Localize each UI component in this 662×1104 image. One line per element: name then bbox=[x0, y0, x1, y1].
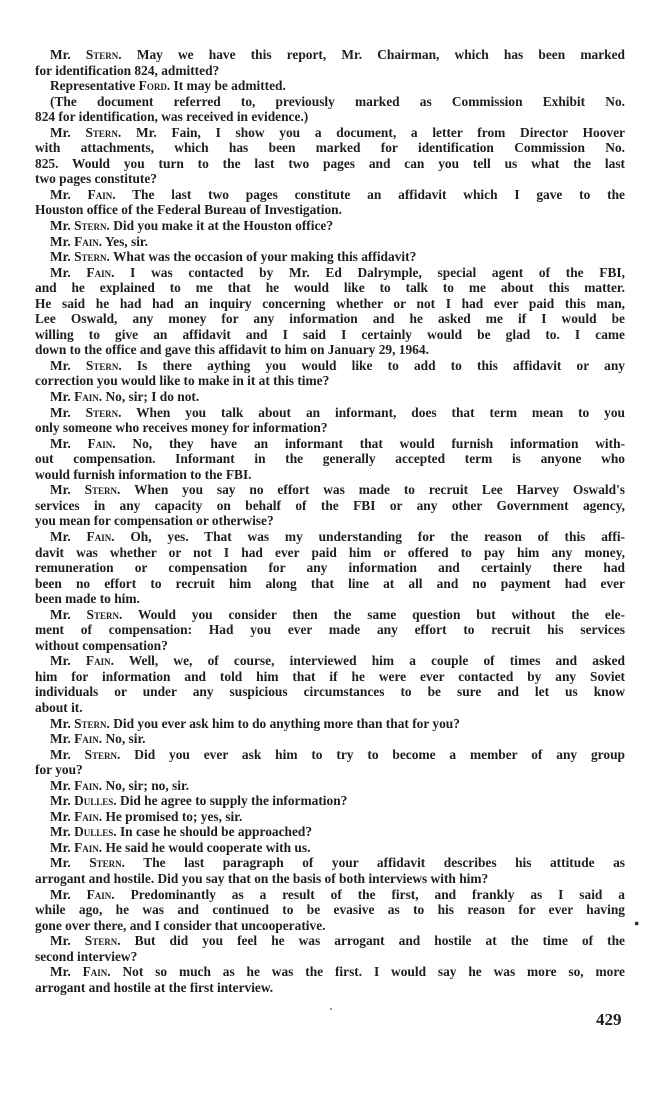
paragraph bbox=[35, 358, 625, 389]
speaker-name: Stern. bbox=[84, 746, 121, 762]
text-line bbox=[35, 607, 625, 623]
paragraph bbox=[35, 529, 625, 607]
paragraph bbox=[35, 855, 625, 886]
speaker-title: Mr. bbox=[50, 249, 71, 265]
paragraph bbox=[35, 747, 625, 778]
line-text: No, sir; no, sir. bbox=[105, 777, 190, 793]
text-line bbox=[35, 451, 625, 467]
line-text: Not so much as he was the first. I would say he was more so, more bbox=[122, 964, 625, 980]
text-line bbox=[35, 265, 625, 281]
line-text: arrogant and hostile. Did you say that on the basis of both interviews with him? bbox=[35, 870, 489, 886]
line-text: services in any capacity on behalf of the FBI or any other Government agency, bbox=[35, 497, 625, 513]
text-line bbox=[35, 700, 625, 716]
speaker-title: Mr. bbox=[50, 47, 71, 62]
text-line bbox=[35, 482, 625, 498]
speaker-name: Fain. bbox=[87, 186, 116, 202]
speaker-title: Mr. bbox=[50, 746, 71, 762]
speaker-name: Fain. bbox=[86, 886, 115, 902]
line-text: Houston office of the Federal Bureau of Investigation. bbox=[35, 202, 342, 218]
text-line bbox=[35, 296, 625, 312]
speaker-title: Mr. bbox=[50, 482, 71, 498]
text-line bbox=[35, 405, 625, 421]
paragraph bbox=[35, 265, 625, 358]
text-line bbox=[35, 887, 625, 903]
text-line bbox=[35, 63, 625, 79]
text-line bbox=[35, 653, 625, 669]
speaker-title: Mr. bbox=[50, 357, 71, 373]
speaker-name: Fain. bbox=[87, 435, 116, 451]
speaker-title: Mr. bbox=[50, 653, 71, 669]
text-line bbox=[35, 140, 625, 156]
paragraph bbox=[35, 405, 625, 436]
speaker-title: Mr. bbox=[50, 124, 71, 140]
speaker-title: Mr. bbox=[50, 731, 71, 747]
line-text: arrogant and hostile at the first interview. bbox=[35, 979, 274, 995]
line-text: Lee Oswald, any money for any information and he asked me if I would be bbox=[35, 311, 625, 327]
line-text: davit was whether or not I had ever paid him or offered to pay him any money, bbox=[35, 544, 625, 560]
paragraph bbox=[35, 482, 625, 529]
text-line bbox=[35, 855, 625, 871]
speaker-name: Stern. bbox=[85, 404, 122, 420]
text-line bbox=[35, 125, 625, 141]
speaker-name: Stern. bbox=[84, 933, 121, 949]
line-text: Predominantly as a result of the first, and frankly as I said a bbox=[130, 886, 625, 902]
speaker-name: Stern. bbox=[85, 124, 122, 140]
line-text: down to the office and gave this affidavit to him on January 29, 1964. bbox=[35, 342, 429, 358]
speaker-name: Fain. bbox=[74, 808, 103, 824]
text-line bbox=[35, 840, 625, 856]
line-text: willing to give an affidavit and I said I certainly would be glad to. I came bbox=[35, 326, 625, 342]
text-line bbox=[35, 156, 625, 172]
text-line bbox=[35, 591, 625, 607]
line-text: would furnish information to the FBI. bbox=[35, 466, 252, 482]
speaker-name: Stern. bbox=[85, 47, 122, 62]
paragraph bbox=[35, 125, 625, 187]
line-text: out compensation. Informant in the generally accepted term is anyone who bbox=[35, 451, 625, 467]
line-text: 825. Would you turn to the last two pages and can you tell us what the last bbox=[35, 155, 625, 171]
text-line bbox=[35, 762, 625, 778]
line-text: No, sir; I do not. bbox=[105, 389, 200, 405]
speaker-name: Stern. bbox=[85, 357, 122, 373]
speaker-title: Mr. bbox=[50, 218, 71, 234]
paragraph bbox=[35, 716, 625, 732]
line-text: It may be admitted. bbox=[173, 78, 286, 94]
paragraph bbox=[35, 809, 625, 825]
line-text: Is there aything you would like to add to this affidavit or any bbox=[136, 357, 625, 373]
line-text: and he explained to me that he would like to talk to me about this matter. bbox=[35, 280, 625, 296]
text-line bbox=[35, 871, 625, 887]
text-line bbox=[35, 622, 625, 638]
speaker-title: Mr. bbox=[50, 964, 71, 980]
line-text: He promised to; yes, sir. bbox=[105, 808, 243, 824]
speaker-name: Fain. bbox=[74, 233, 103, 249]
speaker-title: Mr. bbox=[50, 855, 71, 871]
speaker-title: Mr. bbox=[50, 264, 71, 280]
transcript-body bbox=[35, 47, 625, 995]
text-line bbox=[35, 513, 625, 529]
text-line bbox=[35, 949, 625, 965]
paragraph bbox=[35, 793, 625, 809]
text-line bbox=[35, 778, 625, 794]
margin-mark: ● bbox=[634, 918, 640, 928]
speaker-title: Mr. bbox=[50, 886, 71, 902]
speaker-title: Mr. bbox=[50, 233, 71, 249]
speck bbox=[330, 1008, 332, 1010]
speaker-name: Fain. bbox=[74, 839, 103, 855]
speaker-title: Mr. bbox=[50, 404, 71, 420]
text-line bbox=[35, 809, 625, 825]
line-text: Did you ever ask him to do anything more than that for you? bbox=[113, 715, 460, 731]
line-text: No, they have an informant that would furnish information with- bbox=[132, 435, 625, 451]
line-text: about it. bbox=[35, 699, 83, 715]
speaker-title: Mr. bbox=[50, 389, 71, 405]
line-text: been made to him. bbox=[35, 591, 140, 607]
paragraph bbox=[35, 840, 625, 856]
line-text: without compensation? bbox=[35, 637, 168, 653]
text-line bbox=[35, 529, 625, 545]
line-text: He said he had had an inquiry concerning whether or not I had ever paid this man, bbox=[35, 295, 625, 311]
text-line bbox=[35, 576, 625, 592]
paragraph bbox=[35, 94, 625, 125]
text-line bbox=[35, 202, 625, 218]
page-number: 429 bbox=[596, 1010, 622, 1029]
line-text: only someone who receives money for information? bbox=[35, 420, 328, 436]
speaker-name: Stern. bbox=[84, 482, 121, 498]
line-text: (The document referred to, previously marked as Commission Exhibit No. bbox=[50, 93, 625, 109]
text-line bbox=[35, 187, 625, 203]
text-line bbox=[35, 234, 625, 250]
line-text: remuneration or compensation for any information and certainly there had bbox=[35, 560, 625, 576]
text-line bbox=[35, 793, 625, 809]
speaker-title: Mr. bbox=[50, 186, 71, 202]
text-line bbox=[35, 420, 625, 436]
speaker-name: Stern. bbox=[74, 218, 110, 234]
text-line bbox=[35, 47, 625, 63]
speaker-name: Stern. bbox=[86, 606, 123, 622]
line-text: 824 for identification, was received in evidence.) bbox=[35, 109, 309, 125]
speaker-name: Dulles. bbox=[74, 824, 117, 840]
paragraph bbox=[35, 778, 625, 794]
speaker-title: Mr. bbox=[50, 824, 71, 840]
line-text: When you talk about an informant, does that term mean to you bbox=[136, 404, 625, 420]
line-text: ment of compensation: Had you ever made any effort to recruit his services bbox=[35, 622, 625, 638]
line-text: When you say no effort was made to recruit Lee Harvey Oswald's bbox=[134, 482, 625, 498]
text-line bbox=[35, 94, 625, 110]
speaker-name: Fain. bbox=[74, 389, 103, 405]
line-text: Did you ever ask him to try to become a member of any group bbox=[134, 746, 625, 762]
text-line bbox=[35, 545, 625, 561]
speaker-title: Mr. bbox=[50, 793, 71, 809]
line-text: What was the occasion of your making this affidavit? bbox=[112, 249, 417, 265]
line-text: been no effort to recruit him along that line at all and no payment had ever bbox=[35, 575, 625, 591]
text-line bbox=[35, 918, 625, 934]
paragraph bbox=[35, 436, 625, 483]
text-line bbox=[35, 327, 625, 343]
paragraph bbox=[35, 389, 625, 405]
speaker-name: Fain. bbox=[74, 777, 103, 793]
line-text: He said he would cooperate with us. bbox=[105, 839, 311, 855]
paragraph bbox=[35, 218, 625, 234]
paragraph bbox=[35, 933, 625, 964]
paragraph bbox=[35, 249, 625, 265]
speaker-name: Stern. bbox=[74, 715, 110, 731]
line-text: Yes, sir. bbox=[104, 233, 148, 249]
text-line bbox=[35, 249, 625, 265]
speaker-title: Mr. bbox=[50, 777, 71, 793]
paragraph bbox=[35, 887, 625, 934]
line-text: May we have this report, Mr. Chairman, which has been marked bbox=[136, 47, 625, 62]
speaker-title: Mr. bbox=[50, 715, 71, 731]
text-line bbox=[35, 684, 625, 700]
text-line bbox=[35, 902, 625, 918]
text-line bbox=[35, 669, 625, 685]
paragraph bbox=[35, 78, 625, 94]
speaker-name: Fain. bbox=[86, 264, 115, 280]
line-text: I was contacted by Mr. Ed Dalrymple, special agent of the FBI, bbox=[130, 264, 625, 280]
speaker-title: Mr. bbox=[50, 528, 71, 544]
speaker-title: Mr. bbox=[50, 808, 71, 824]
paragraph bbox=[35, 47, 625, 78]
text-line bbox=[35, 747, 625, 763]
speaker-name: Dulles. bbox=[74, 793, 117, 809]
line-text: The last paragraph of your affidavit describes his attitude as bbox=[143, 855, 625, 871]
speaker-title: Mr. bbox=[50, 933, 71, 949]
text-line bbox=[35, 389, 625, 405]
text-line bbox=[35, 731, 625, 747]
text-line bbox=[35, 638, 625, 654]
speaker-name: Stern. bbox=[89, 855, 126, 871]
speaker-title: Mr. bbox=[50, 839, 71, 855]
line-text: In case he should be approached? bbox=[119, 824, 313, 840]
line-text: No, sir. bbox=[105, 731, 146, 747]
line-text: Did you make it at the Houston office? bbox=[113, 218, 334, 234]
line-text: you mean for compensation or otherwise? bbox=[35, 513, 274, 529]
line-text: Oh, yes. That was my understanding for the reason of this affi- bbox=[130, 528, 625, 544]
speaker-name: Fain. bbox=[74, 731, 103, 747]
line-text: Well, we, of course, interviewed him a couple of times and asked bbox=[128, 653, 625, 669]
text-line bbox=[35, 311, 625, 327]
text-line bbox=[35, 824, 625, 840]
text-line bbox=[35, 436, 625, 452]
line-text: for identification 824, admitted? bbox=[35, 62, 220, 78]
paragraph bbox=[35, 187, 625, 218]
text-line bbox=[35, 358, 625, 374]
text-line bbox=[35, 560, 625, 576]
line-text: him for information and told him that if he were ever contacted by any Soviet bbox=[35, 668, 625, 684]
speaker-name: Stern. bbox=[74, 249, 110, 265]
speaker-name: Fain. bbox=[85, 653, 114, 669]
line-text: correction you would like to make in it at this time? bbox=[35, 373, 330, 389]
paragraph bbox=[35, 653, 625, 715]
text-line bbox=[35, 716, 625, 732]
paragraph bbox=[35, 731, 625, 747]
text-line bbox=[35, 933, 625, 949]
line-text: two pages constitute? bbox=[35, 171, 157, 187]
speaker-name: Ford. bbox=[138, 78, 171, 94]
text-line bbox=[35, 218, 625, 234]
line-text: individuals or under any suspicious circumstances to be sure and let us know bbox=[35, 684, 625, 700]
line-text: while ago, he was and continued to be evasive as to his reason for ever having bbox=[35, 902, 625, 918]
paragraph bbox=[35, 964, 625, 995]
line-text: with attachments, which has been marked for identification Commission No. bbox=[35, 140, 625, 156]
text-line bbox=[35, 964, 625, 980]
paragraph bbox=[35, 824, 625, 840]
line-text: gone over there, and I consider that uncooperative. bbox=[35, 917, 326, 933]
text-line bbox=[35, 980, 625, 996]
speaker-title: Mr. bbox=[50, 606, 71, 622]
line-text: But did you feel he was arrogant and hostile at the time of the bbox=[134, 933, 625, 949]
line-text: Mr. Fain, I show you a document, a letter from Director Hoover bbox=[136, 124, 625, 140]
text-line bbox=[35, 78, 625, 94]
line-text: Would you consider then the same question but without the ele- bbox=[137, 606, 625, 622]
speaker-name: Fain. bbox=[86, 528, 115, 544]
text-line bbox=[35, 280, 625, 296]
line-text: second interview? bbox=[35, 948, 138, 964]
text-line bbox=[35, 109, 625, 125]
speaker-title: Representative bbox=[50, 78, 136, 94]
speaker-title: Mr. bbox=[50, 435, 71, 451]
line-text: for you? bbox=[35, 762, 83, 778]
speaker-name: Fain. bbox=[82, 964, 111, 980]
paragraph bbox=[35, 234, 625, 250]
text-line bbox=[35, 171, 625, 187]
text-line bbox=[35, 373, 625, 389]
line-text: The last two pages constitute an affidavit which I gave to the bbox=[132, 186, 625, 202]
text-line bbox=[35, 467, 625, 483]
text-line bbox=[35, 342, 625, 358]
line-text: Did he agree to supply the information? bbox=[119, 793, 348, 809]
paragraph bbox=[35, 607, 625, 654]
text-line bbox=[35, 498, 625, 514]
